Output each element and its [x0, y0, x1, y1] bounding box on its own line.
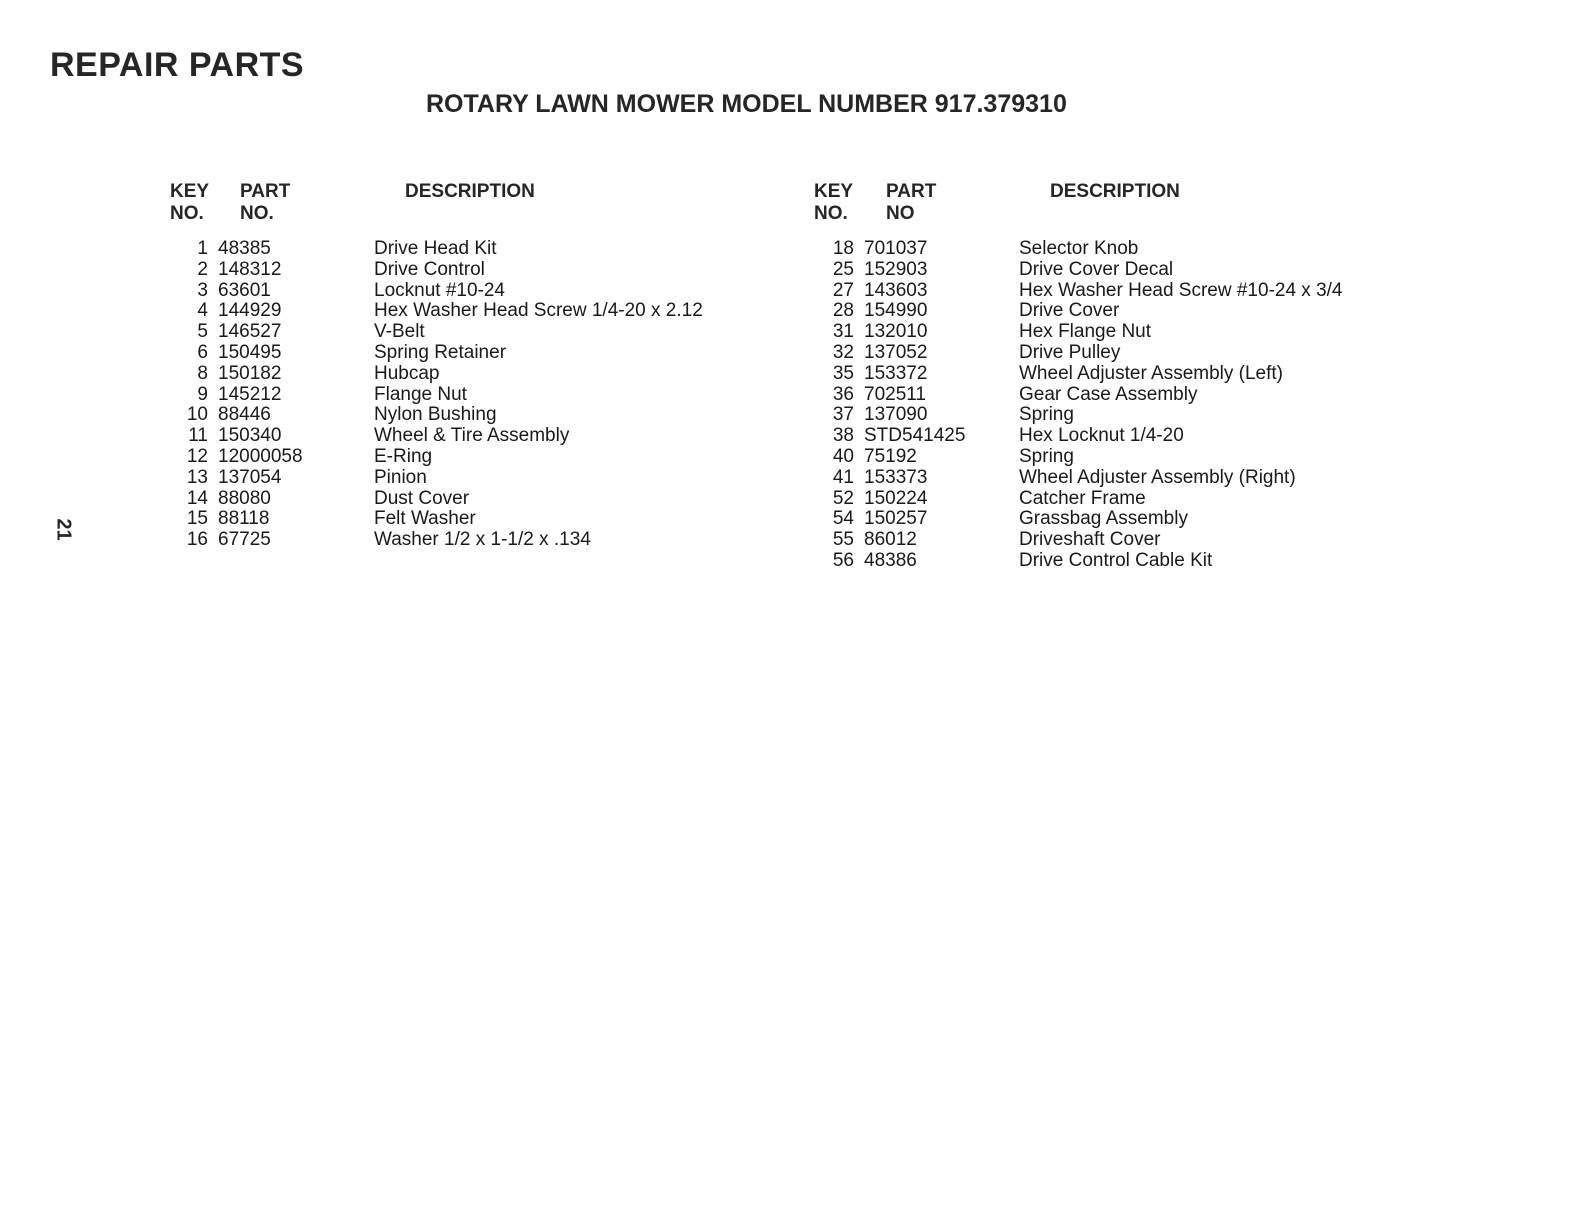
table-row [814, 405, 1410, 426]
description-cell: Hex Washer Head Screw #10-24 x 3/4 [1019, 279, 1343, 301]
part-no-cell: 48385 [218, 238, 271, 259]
description-cell: E-Ring [374, 445, 433, 467]
key-header-top: KEY [170, 181, 210, 202]
table-row [814, 281, 1410, 302]
key-no-cell: 36 [832, 383, 854, 405]
parts-table-right [814, 181, 1410, 572]
table-row [814, 489, 1410, 510]
parts-rows-right [814, 239, 1410, 572]
description-cell: Dust Cover [374, 487, 470, 509]
key-no-cell: 13 [186, 466, 208, 488]
description-cell: Pinion [374, 466, 427, 488]
description-cell: Spring [1019, 445, 1074, 467]
key-no-cell: 12 [186, 445, 208, 467]
description-cell: Driveshaft Cover [1019, 529, 1161, 551]
table-row [814, 385, 1410, 406]
part-no-cell: 153373 [864, 466, 928, 488]
part-no-cell: 701037 [864, 238, 928, 259]
key-no-cell: 6 [197, 341, 208, 363]
description-cell: Drive Control Cable Kit [1019, 549, 1213, 571]
table-row [814, 301, 1410, 322]
part-no-cell: STD541425 [864, 425, 966, 447]
part-no-cell: 702511 [864, 383, 926, 405]
description-cell: Catcher Frame [1019, 487, 1146, 509]
part-no-cell: 150257 [864, 508, 928, 530]
key-no-cell: 9 [197, 383, 208, 405]
table-row [170, 343, 765, 364]
key-no-header [170, 181, 218, 225]
key-no-cell: 28 [832, 300, 854, 322]
description-cell: Spring [1019, 404, 1074, 426]
key-no-cell: 2 [197, 258, 208, 280]
table-row [814, 426, 1410, 447]
table-row [170, 405, 765, 426]
part-header-bottom: NO [886, 203, 915, 224]
description-cell: Drive Cover [1019, 300, 1120, 322]
description-cell: Nylon Bushing [374, 404, 497, 426]
key-no-cell: 16 [186, 529, 208, 551]
key-no-cell: 4 [197, 300, 208, 322]
key-no-cell: 15 [186, 508, 208, 530]
table-row [170, 468, 765, 489]
key-no-cell: 18 [832, 238, 854, 259]
part-no-cell: 86012 [864, 529, 917, 551]
part-no-cell: 144929 [218, 300, 282, 322]
parts-table-left [170, 181, 765, 551]
part-no-cell: 132010 [864, 321, 928, 343]
table-row [170, 364, 765, 385]
description-cell: Wheel Adjuster Assembly (Left) [1019, 362, 1283, 384]
table-row [814, 509, 1410, 530]
part-no-cell: 154990 [864, 300, 928, 322]
part-no-cell: 137054 [218, 466, 282, 488]
key-no-cell: 41 [832, 466, 854, 488]
key-no-cell: 40 [832, 445, 854, 467]
key-no-cell: 27 [832, 279, 854, 301]
table-header-row [814, 181, 1410, 225]
key-header-bottom: NO. [170, 203, 204, 224]
description-header: DESCRIPTION [1050, 181, 1180, 202]
description-header: DESCRIPTION [405, 181, 535, 202]
part-no-cell: 88118 [218, 508, 270, 530]
part-no-cell: 146527 [218, 321, 282, 343]
part-no-cell: 67725 [218, 529, 271, 551]
description-cell: Wheel & Tire Assembly [374, 425, 570, 447]
description-cell: Spring Retainer [374, 341, 507, 363]
part-no-cell: 48386 [864, 549, 917, 571]
table-row [170, 385, 765, 406]
part-header-top: PART [240, 181, 291, 202]
key-no-cell: 14 [186, 487, 208, 509]
key-no-cell: 32 [832, 341, 854, 363]
table-row [814, 260, 1410, 281]
key-no-cell: 56 [832, 549, 854, 571]
description-cell: Selector Knob [1019, 238, 1139, 259]
key-no-cell: 52 [832, 487, 854, 509]
part-no-cell: 88080 [218, 487, 271, 509]
table-row [170, 489, 765, 510]
key-no-cell: 37 [832, 404, 854, 426]
description-cell: Drive Control [374, 258, 485, 280]
key-no-cell: 55 [832, 529, 854, 551]
table-row [170, 239, 765, 260]
table-row [814, 322, 1410, 343]
page-title: REPAIR PARTS [50, 46, 305, 84]
table-row [814, 468, 1410, 489]
description-cell: Washer 1/2 x 1-1/2 x .134 [374, 529, 591, 551]
part-no-header [218, 181, 374, 225]
key-header-top: KEY [814, 181, 854, 202]
key-no-header [814, 181, 864, 225]
part-header-bottom: NO. [240, 203, 274, 224]
table-row [814, 551, 1410, 572]
table-row [170, 260, 765, 281]
key-no-cell: 8 [197, 362, 208, 384]
part-no-cell: 152903 [864, 258, 928, 280]
page-number: 21 [52, 518, 75, 541]
key-no-cell: 54 [832, 508, 854, 530]
key-no-cell: 35 [832, 362, 854, 384]
part-no-cell: 153372 [864, 362, 928, 384]
key-no-cell: 3 [197, 279, 208, 301]
part-no-cell: 75192 [864, 445, 917, 467]
part-no-cell: 150340 [218, 425, 282, 447]
description-cell: Drive Pulley [1019, 341, 1121, 363]
key-header-bottom: NO. [814, 203, 848, 224]
description-cell: Flange Nut [374, 383, 467, 405]
part-no-header [864, 181, 1019, 225]
table-row [170, 281, 765, 302]
table-row [814, 364, 1410, 385]
part-no-cell: 150224 [864, 487, 928, 509]
description-cell: Hex Locknut 1/4-20 [1019, 425, 1184, 447]
parts-rows-left [170, 239, 765, 551]
key-no-cell: 11 [188, 425, 208, 447]
table-row [170, 530, 765, 551]
part-no-cell: 145212 [218, 383, 282, 405]
part-no-cell: 148312 [218, 258, 282, 280]
part-header-top: PART [886, 181, 937, 202]
table-row [170, 426, 765, 447]
part-no-cell: 150182 [218, 362, 282, 384]
model-title: ROTARY LAWN MOWER MODEL NUMBER 917.379310 [426, 90, 1067, 118]
part-no-cell: 12000058 [218, 445, 303, 467]
key-no-cell: 38 [832, 425, 854, 447]
part-no-cell: 143603 [864, 279, 928, 301]
description-cell: Locknut #10-24 [374, 279, 505, 301]
description-cell: Grassbag Assembly [1019, 508, 1188, 530]
part-no-cell: 137090 [864, 404, 928, 426]
description-cell: Drive Head Kit [374, 238, 497, 259]
key-no-cell: 1 [197, 238, 208, 259]
table-row [170, 322, 765, 343]
table-row [814, 343, 1410, 364]
table-header-row [170, 181, 765, 225]
description-cell: Drive Cover Decal [1019, 258, 1174, 280]
table-row [170, 509, 765, 530]
description-cell: Hex Flange Nut [1019, 321, 1152, 343]
description-cell: V-Belt [374, 321, 425, 343]
table-row [170, 301, 765, 322]
part-no-cell: 137052 [864, 341, 928, 363]
table-row [814, 447, 1410, 468]
key-no-cell: 5 [197, 321, 208, 343]
part-no-cell: 88446 [218, 404, 271, 426]
table-row [814, 239, 1410, 260]
description-cell: Felt Washer [374, 508, 476, 530]
key-no-cell: 10 [186, 404, 208, 426]
table-row [170, 447, 765, 468]
table-row [814, 530, 1410, 551]
description-cell: Hex Washer Head Screw 1/4-20 x 2.12 [374, 300, 703, 322]
description-cell: Hubcap [374, 362, 440, 384]
description-cell: Wheel Adjuster Assembly (Right) [1019, 466, 1296, 488]
part-no-cell: 150495 [218, 341, 282, 363]
part-no-cell: 63601 [218, 279, 271, 301]
key-no-cell: 31 [832, 321, 854, 343]
key-no-cell: 25 [832, 258, 854, 280]
description-cell: Gear Case Assembly [1019, 383, 1198, 405]
